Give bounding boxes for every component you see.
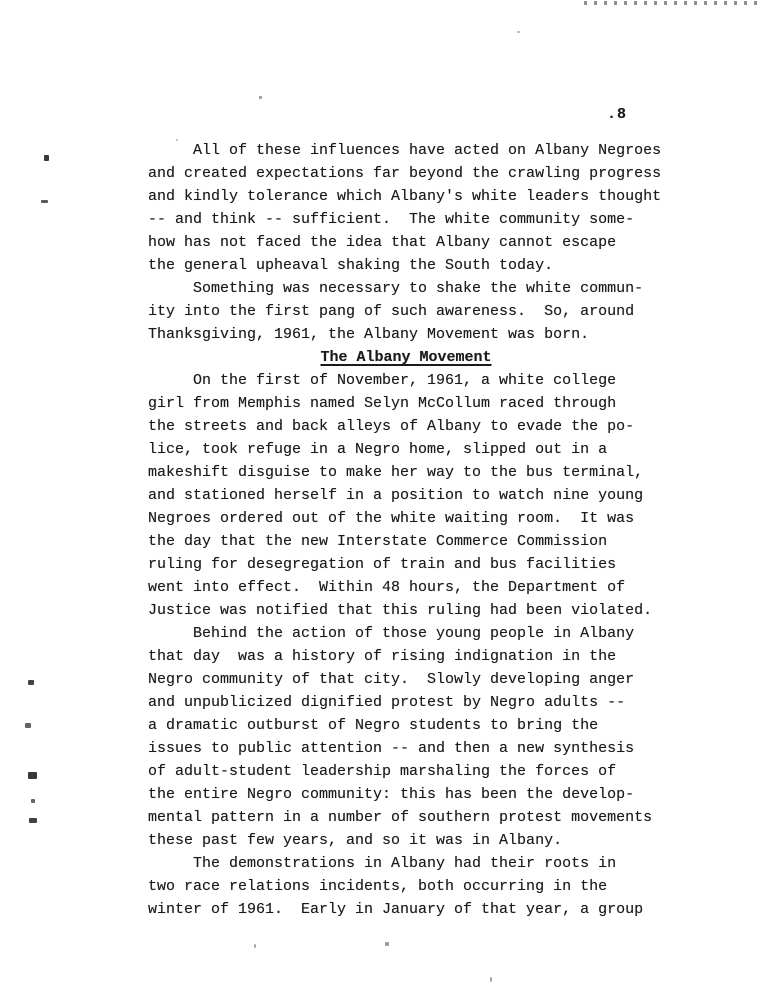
text-line: and created expectations far beyond the crawling progress: [148, 165, 662, 182]
text-line: how has not faced the idea that Albany cannot escape: [148, 234, 617, 251]
text-line: the general upheaval shaking the South today.: [148, 257, 554, 274]
scan-speck: [254, 944, 256, 948]
scan-speck: [385, 942, 389, 946]
scan-speck: [31, 799, 35, 803]
typewritten-text-block: [148, 139, 664, 921]
text-line: the day that the new Interstate Commerce Commission: [148, 533, 608, 550]
scan-speck: [490, 977, 492, 982]
text-line: went into effect. Within 48 hours, the Department of: [148, 579, 626, 596]
text-line: ruling for desegregation of train and bus facilities: [148, 556, 617, 573]
scan-speck: [176, 139, 178, 141]
text-line: mental pattern in a number of southern protest movements: [148, 809, 653, 826]
text-line: Negro community of that city. Slowly developing anger: [148, 671, 635, 688]
text-line: these past few years, and so it was in Albany.: [148, 832, 563, 849]
scan-speck: [29, 818, 37, 823]
scan-speck: [259, 96, 262, 99]
text-line: issues to public attention -- and then a new synthesis: [148, 740, 635, 757]
text-line: All of these influences have acted on Albany Negroes: [148, 142, 662, 159]
text-line: On the first of November, 1961, a white college: [148, 372, 617, 389]
text-line: two race relations incidents, both occurring in the: [148, 878, 608, 895]
scan-speck: [44, 155, 49, 161]
scan-speck: [41, 200, 48, 203]
scan-speck: [28, 772, 37, 779]
text-line: ity into the first pang of such awareness. So, around: [148, 303, 635, 320]
text-line: Behind the action of those young people in Albany: [148, 625, 635, 642]
scan-speck: [28, 680, 34, 685]
text-line: the entire Negro community: this has been the develop-: [148, 786, 635, 803]
text-line: Thanksgiving, 1961, the Albany Movement was born.: [148, 326, 590, 343]
text-line: and stationed herself in a position to watch nine young: [148, 487, 644, 504]
text-line: -- and think -- sufficient. The white community some-: [148, 211, 635, 228]
text-line: Negroes ordered out of the white waiting room. It was: [148, 510, 635, 527]
page-number: .8: [607, 106, 628, 123]
text-line: and unpublicized dignified protest by Negro adults --: [148, 694, 626, 711]
text-line: The demonstrations in Albany had their roots in: [148, 855, 617, 872]
text-line: winter of 1961. Early in January of that year, a group: [148, 901, 644, 918]
text-line: a dramatic outburst of Negro students to bring the: [148, 717, 599, 734]
text-line: Justice was notified that this ruling had been violated.: [148, 602, 653, 619]
text-line: makeshift disguise to make her way to the bus terminal,: [148, 464, 644, 481]
text-line: and kindly tolerance which Albany's white leaders thought: [148, 188, 662, 205]
text-line: of adult-student leadership marshaling the forces of: [148, 763, 617, 780]
section-heading: The Albany Movement: [320, 349, 492, 366]
text-line: girl from Memphis named Selyn McCollum raced through: [148, 395, 617, 412]
perforation-dots: [584, 1, 763, 5]
scan-speck: [25, 723, 31, 728]
scan-speck: [517, 31, 520, 33]
text-line: lice, took refuge in a Negro home, slipped out in a: [148, 441, 608, 458]
text-line: the streets and back alleys of Albany to evade the po-: [148, 418, 635, 435]
text-line: Something was necessary to shake the white commun-: [148, 280, 644, 297]
text-line: that day was a history of rising indignation in the: [148, 648, 617, 665]
